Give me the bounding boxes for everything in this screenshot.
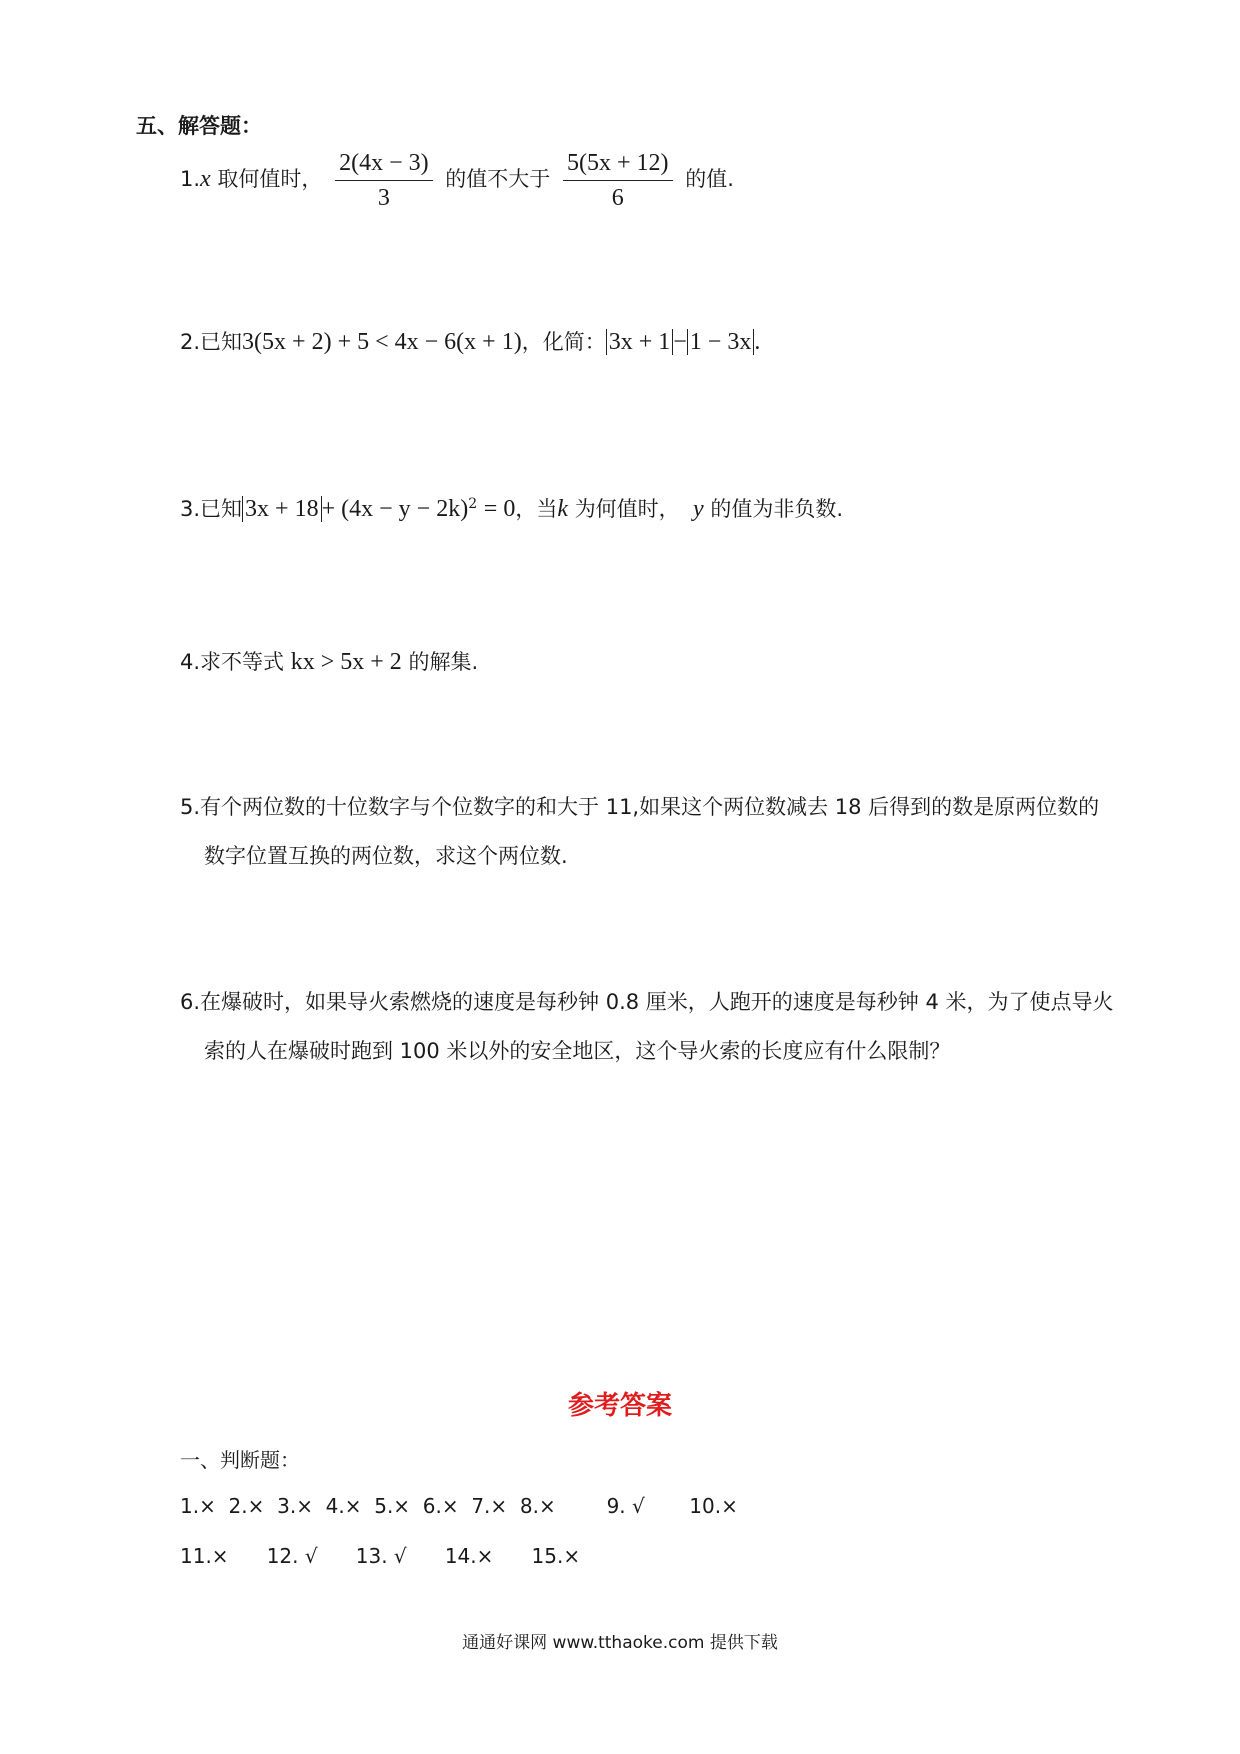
q3-abs: 3x + 18 [242, 496, 322, 522]
q2-minus: − [673, 329, 687, 355]
q1-fraction-1 [335, 148, 433, 213]
q1-fraction-1-denominator: 3 [377, 185, 390, 211]
q3-expr-b: = 0 [483, 496, 516, 522]
q1-var: x [200, 166, 211, 192]
q3-text-c: 的值为非负数. [710, 497, 844, 521]
q1-prefix: 1. [180, 167, 201, 191]
q6-line-2: 索的人在爆破时跑到 100 米以外的安全地区，这个导火索的长度应有什么限制？ [204, 1039, 951, 1063]
question-5-cont [204, 842, 568, 870]
question-1 [180, 148, 734, 213]
q2-abs-1: 3x + 1 [606, 329, 674, 355]
q2-prefix: 2.已知 [180, 330, 243, 354]
question-2 [180, 328, 760, 356]
q1-fraction-2 [563, 148, 673, 213]
question-6-cont [204, 1037, 950, 1065]
q3-prefix: 3.已知 [180, 497, 243, 521]
q2-expression: 3(5x + 2) + 5 < 4x − 6(x + 1) [242, 329, 522, 355]
answers-row-2: 11.× 12. √ 13. √ 14.× 15.× [180, 1544, 581, 1568]
footer-credit: 通通好课网 www.tthaoke.com 提供下载 [462, 1633, 778, 1653]
q2-end: . [754, 329, 761, 355]
q5-line-1: 5.有个两位数的十位数字与个位数字的和大于 11,如果这个两位数减去 18 后得到的数是原两位数的 [180, 795, 1100, 819]
answers-title: 参考答案 [567, 1391, 672, 1421]
q1-text-c: 的值. [685, 167, 734, 191]
q3-text-b: 为何值时， [574, 497, 680, 521]
q1-text-b: 的值不大于 [445, 167, 551, 191]
q1-text-a: 取何值时， [217, 167, 323, 191]
q1-fraction-2-denominator: 6 [611, 185, 624, 211]
q5-line-2: 数字位置互换的两位数，求这个两位数. [204, 844, 568, 868]
answers-heading: 一、判断题： [180, 1448, 300, 1472]
q6-line-1: 6.在爆破时，如果导火索燃烧的速度是每秒钟 0.8 厘米，人跑开的速度是每秒钟 4 米，为了使点导火 [180, 990, 1114, 1014]
question-4 [180, 648, 478, 676]
q4-prefix: 4.求不等式 [180, 650, 285, 674]
q1-fraction-1-numerator: 2(4x − 3) [335, 148, 433, 181]
q3-k: k [557, 496, 568, 522]
question-5 [180, 793, 1099, 821]
q3-y: y [693, 496, 704, 522]
answers-row-1: 1.× 2.× 3.× 4.× 5.× 6.× 7.× 8.× 9. √ 10.× [180, 1494, 738, 1518]
question-3 [180, 490, 843, 523]
question-6 [180, 988, 1114, 1016]
q2-abs-2: 1 − 3x [687, 329, 755, 355]
q3-expr-a: + (4x − y − 2k) [321, 496, 469, 522]
q3-exponent: 2 [468, 496, 478, 512]
section-title: 五、解答题： [136, 114, 262, 138]
q1-fraction-2-numerator: 5(5x + 12) [563, 148, 673, 181]
q4-expression: kx > 5x + 2 [290, 649, 402, 675]
q4-text: 的解集. [408, 650, 479, 674]
q2-text-mid: ，化简： [521, 330, 606, 354]
q3-text-a: ，当 [515, 497, 558, 521]
